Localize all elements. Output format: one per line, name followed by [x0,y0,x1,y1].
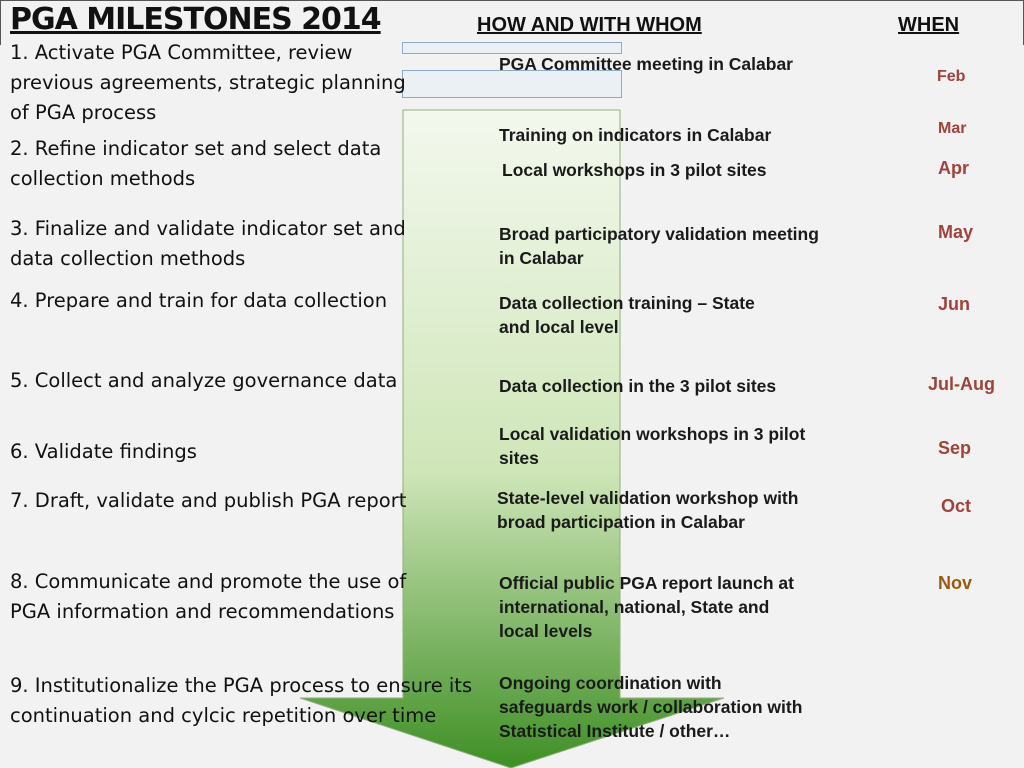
when-8: Nov [938,573,973,593]
milestone-5: 5. Collect and analyze governance data [10,369,398,392]
how-2b: Local workshops in 3 pilot sites [502,160,767,180]
when-4: Jun [938,294,971,314]
when-heading: WHEN [898,14,960,36]
milestone-8: 8. Communicate and promote the use of PGA information and recommendations [10,570,407,623]
when-6: Sep [938,438,972,458]
how-3: Broad participatory validation meeting in Calabar [499,224,819,268]
milestone-2: 2. Refine indicator set and select data collection methods [10,137,382,190]
milestone-1: 1. Activate PGA Committee, review previous agreements, strategic planning of PGA process [10,41,406,124]
when-3: May [938,222,974,242]
how-2a: Training on indicators in Calabar [499,125,772,145]
milestone-7: 7. Draft, validate and publish PGA report [10,489,407,512]
milestone-6: 6. Validate findings [10,440,197,463]
milestone-9: 9. Institutionalize the PGA process to ensure its continuation and cylcic repetition over time [10,674,473,727]
milestone-4: 4. Prepare and train for data collection [10,289,388,312]
when-1: Feb [937,68,966,85]
how-5: Data collection in the 3 pilot sites [499,376,777,396]
how-6: Local validation workshops in 3 pilot sites [499,424,806,468]
how-9: Ongoing coordination with safeguards work / collaboration with Statistical Institute / other… [499,673,803,741]
how-7: State-level validation workshop with broad participation in Calabar [497,488,799,532]
how-heading: HOW AND WITH WHOM [477,14,702,36]
milestone-3: 3. Finalize and validate indicator set and data collection methods [10,217,406,270]
when-7: Oct [941,496,972,516]
when-2b: Apr [938,158,969,178]
when-5: Jul-Aug [928,374,995,394]
page-title: PGA MILESTONES 2014 [10,2,381,37]
how-8: Official public PGA report launch at international, national, State and local levels [499,573,794,641]
when-2a: Mar [938,120,967,137]
how-4: Data collection training – State and local level [499,293,755,337]
how-1: PGA Committee meeting in Calabar [499,54,793,74]
